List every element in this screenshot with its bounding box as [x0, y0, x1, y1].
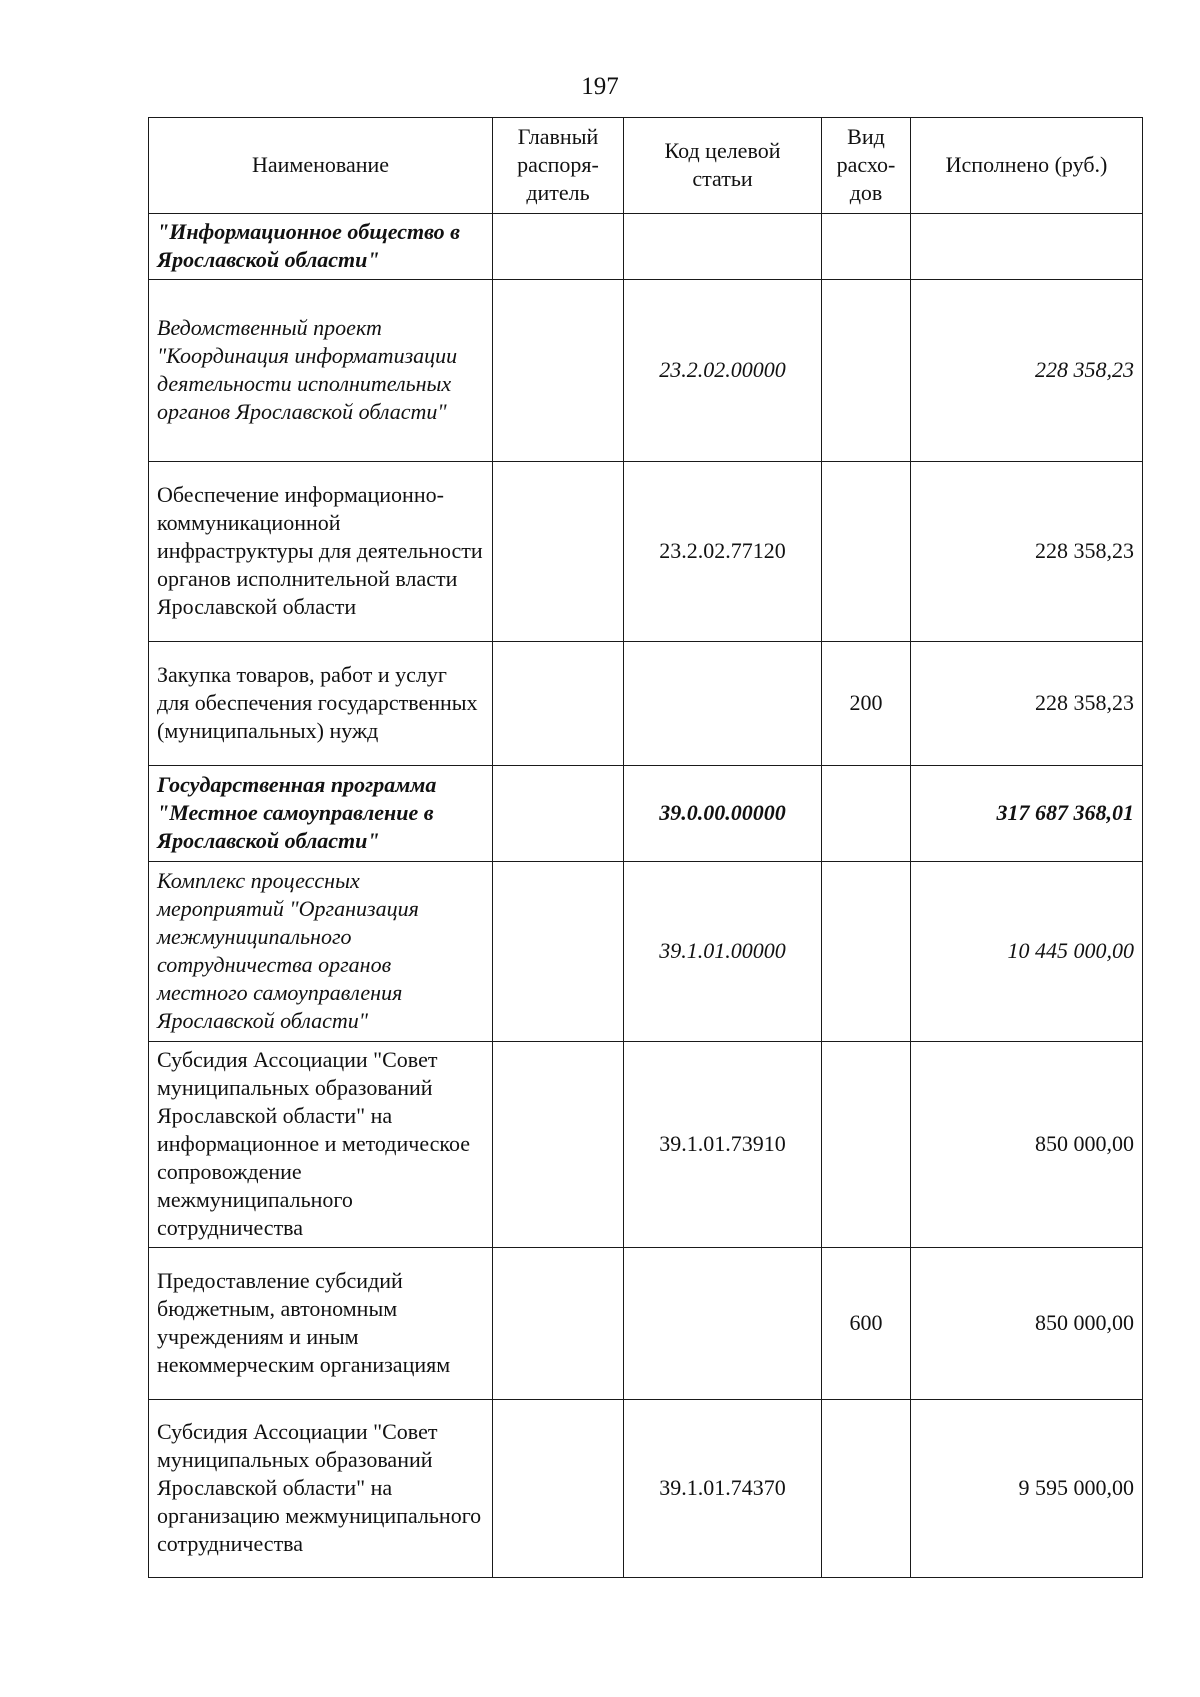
cell-executed: 10 445 000,00 [911, 862, 1143, 1042]
header-row [149, 118, 1143, 214]
cell-name: Субсидия Ассоциации "Совет муниципальных образований Ярославской области" на организацию межмуниципального сотрудничества [149, 1400, 493, 1578]
cell-executed: 9 595 000,00 [911, 1400, 1143, 1578]
cell-type [822, 1400, 911, 1578]
header-type: Вид расхо-дов [822, 118, 911, 214]
cell-type [822, 280, 911, 462]
cell-name: Обеспечение информационно-коммуникационной инфраструктуры для деятельности органов исполнительной власти Ярославской области [149, 462, 493, 642]
cell-code: 23.2.02.77120 [624, 462, 822, 642]
header-executed: Исполнено (руб.) [911, 118, 1143, 214]
cell-type [822, 462, 911, 642]
cell-executed: 850 000,00 [911, 1248, 1143, 1400]
cell-type: 600 [822, 1248, 911, 1400]
cell-type [822, 766, 911, 862]
header-name: Наименование [149, 118, 493, 214]
table-row [149, 214, 1143, 280]
cell-code [624, 1248, 822, 1400]
budget-table [148, 117, 1143, 1578]
cell-executed: 228 358,23 [911, 642, 1143, 766]
table-header [149, 118, 1143, 214]
cell-manager [493, 862, 624, 1042]
table-row [149, 462, 1143, 642]
cell-type [822, 1042, 911, 1248]
cell-name: Субсидия Ассоциации "Совет муниципальных образований Ярославской области" на информационное и методическое сопровождение межмуниципального сотрудничества [149, 1042, 493, 1248]
cell-type [822, 214, 911, 280]
cell-code: 39.1.01.73910 [624, 1042, 822, 1248]
cell-manager [493, 280, 624, 462]
cell-manager [493, 1248, 624, 1400]
cell-name: "Информационное общество в Ярославской области" [149, 214, 493, 280]
cell-manager [493, 214, 624, 280]
cell-code: 39.0.00.00000 [624, 766, 822, 862]
cell-code: 23.2.02.00000 [624, 280, 822, 462]
cell-name: Предоставление субсидий бюджетным, автономным учреждениям и иным некоммерческим организациям [149, 1248, 493, 1400]
cell-name: Закупка товаров, работ и услуг для обеспечения государственных (муниципальных) нужд [149, 642, 493, 766]
cell-executed: 228 358,23 [911, 280, 1143, 462]
cell-name: Комплекс процессных мероприятий "Организация межмуниципального сотрудничества органов местного самоуправления Ярославской области" [149, 862, 493, 1042]
table-body [149, 214, 1143, 1578]
cell-name: Государственная программа "Местное самоуправление в Ярославской области" [149, 766, 493, 862]
cell-type: 200 [822, 642, 911, 766]
table-row [149, 766, 1143, 862]
cell-executed: 850 000,00 [911, 1042, 1143, 1248]
cell-code: 39.1.01.00000 [624, 862, 822, 1042]
table-row [149, 1248, 1143, 1400]
cell-code [624, 214, 822, 280]
table-row [149, 1042, 1143, 1248]
header-code: Код целевой статьи [624, 118, 822, 214]
cell-manager [493, 1400, 624, 1578]
cell-name: Ведомственный проект "Координация информатизации деятельности исполнительных органов Ярославской области" [149, 280, 493, 462]
header-manager: Главный распоря-дитель [493, 118, 624, 214]
table-row [149, 642, 1143, 766]
cell-manager [493, 642, 624, 766]
cell-executed: 317 687 368,01 [911, 766, 1143, 862]
table-row [149, 1400, 1143, 1578]
table-row [149, 862, 1143, 1042]
cell-manager [493, 462, 624, 642]
page-number: 197 [581, 73, 619, 100]
cell-manager [493, 1042, 624, 1248]
cell-manager [493, 766, 624, 862]
cell-executed [911, 214, 1143, 280]
cell-code: 39.1.01.74370 [624, 1400, 822, 1578]
cell-type [822, 862, 911, 1042]
cell-code [624, 642, 822, 766]
cell-executed: 228 358,23 [911, 462, 1143, 642]
table-row [149, 280, 1143, 462]
